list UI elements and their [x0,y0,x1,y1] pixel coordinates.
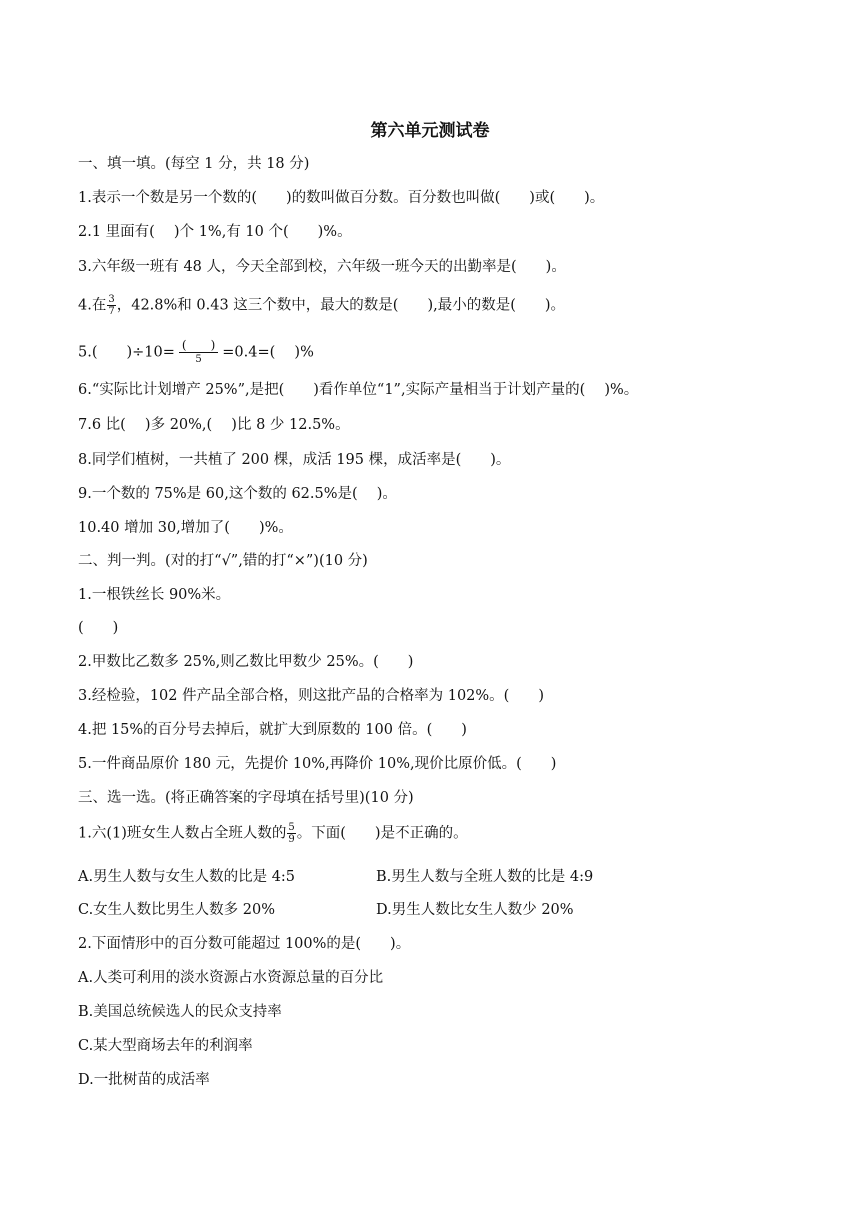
page-title: 第六单元测试卷 [370,121,490,141]
question-3-2-option-b: B.美国总统候选人的民众支持率 [78,1004,282,1020]
question-1-7: 7.6 比( )多 20%,( )比 8 少 12.5%。 [78,417,350,433]
question-1-5 [78,338,314,367]
question-1-2: 2.1 里面有( )个 1%,有 10 个( )%。 [78,224,352,240]
question-2-2: 2.甲数比乙数多 25%,则乙数比甲数少 25%。( ) [78,654,414,670]
fraction-denominator: 5 [195,354,202,365]
question-1-4-suffix: ，42.8%和 0.43 这三个数中，最大的数是( ),最小的数是( )。 [116,297,566,314]
question-2-1-answer-blank: ( ) [78,620,119,636]
question-3-1-options-row-2 [78,900,778,920]
question-1-8: 8.同学们植树，一共植了 200 棵，成活 195 棵，成活率是( )。 [78,452,511,468]
question-1-5-prefix: 5.( )÷10= [78,344,175,361]
option-c: C.女生人数比男生人数多 20% [78,902,276,918]
question-2-1: 1.一根铁丝长 90%米。 [78,587,231,603]
question-1-5-suffix: =0.4=( )% [222,344,314,361]
question-1-3: 3.六年级一班有 48 人，今天全部到校，六年级一班今天的出勤率是( )。 [78,259,566,275]
fraction-numerator: 5 [288,822,295,833]
question-2-3: 3.经检验，102 件产品全部合格，则这批产品的合格率为 102%。( ) [78,688,544,704]
option-b: B.男生人数与全班人数的比是 4:9 [376,869,594,885]
fraction-3-7 [107,294,115,317]
question-3-1-options-row-1 [78,867,778,887]
section1-header: 一、填一填。(每空 1 分，共 18 分) [78,156,310,172]
question-3-2: 2.下面情形中的百分数可能超过 100%的是( )。 [78,936,411,952]
question-3-1-suffix: 。下面( )是不正确的。 [296,825,468,842]
option-a: A.男生人数与女生人数的比是 4:5 [78,869,296,885]
question-1-4-prefix: 4.在 [78,297,107,314]
fraction-blank-over-5 [179,338,218,367]
question-1-4 [78,294,565,317]
option-d: D.男生人数比女生人数少 20% [376,902,574,918]
question-2-5: 5.一件商品原价 180 元，先提价 10%,再降价 10%,现价比原价低。( ) [78,756,557,772]
question-3-1-prefix: 1.六(1)班女生人数占全班人数的 [78,825,287,842]
question-3-2-option-d: D.一批树苗的成活率 [78,1072,210,1088]
fraction-numerator: 3 [108,294,115,305]
question-3-2-option-a: A.人类可利用的淡水资源占水资源总量的百分比 [78,970,384,986]
question-3-2-option-c: C.某大型商场去年的利润率 [78,1038,253,1054]
question-2-4: 4.把 15%的百分号去掉后，就扩大到原数的 100 倍。( ) [78,722,467,738]
section2-header: 二、判一判。(对的打“√”,错的打“×”)(10 分) [78,553,368,569]
question-1-9: 9.一个数的 75%是 60,这个数的 62.5%是( )。 [78,486,397,502]
question-1-6: 6.“实际比计划增产 25%”,是把( )看作单位“1”,实际产量相当于计划产量的( )%。 [78,382,639,398]
section3-header: 三、选一选。(将正确答案的字母填在括号里)(10 分) [78,790,414,806]
fraction-denominator: 7 [108,306,115,317]
fraction-numerator: ( ) [179,338,218,353]
fraction-5-9 [287,822,295,845]
question-1-1: 1.表示一个数是另一个数的( )的数叫做百分数。百分数也叫做( )或( )。 [78,190,605,206]
fraction-denominator: 9 [288,834,295,845]
question-3-1 [78,822,468,845]
question-1-10: 10.40 增加 30,增加了( )%。 [78,520,293,536]
